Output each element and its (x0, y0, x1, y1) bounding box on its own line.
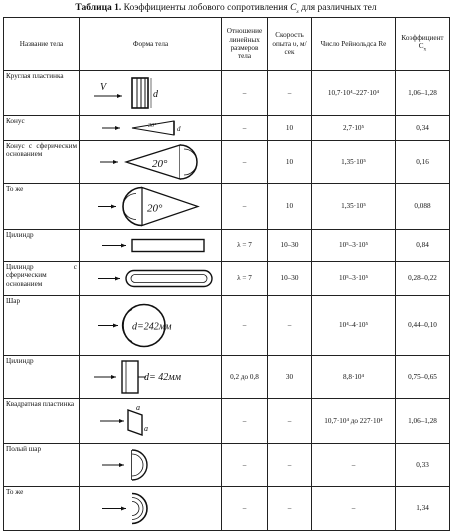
table-row (4, 444, 450, 487)
cell-cx: 0,34 (396, 116, 450, 141)
cell-speed: 10–30 (268, 262, 312, 296)
cell-name: Шар (4, 296, 80, 356)
caption-label: Таблица 1. (75, 3, 122, 13)
cell-speed: – (268, 71, 312, 116)
cell-re: 10,7·10⁴–227·10⁴ (312, 71, 396, 116)
cell-re: – (312, 487, 396, 531)
cell-re: 8,8·10⁴ (312, 356, 396, 399)
cell-speed: 10 (268, 141, 312, 184)
cell-name: То же (4, 184, 80, 230)
shape-figure (80, 296, 222, 355)
cell-cx: 0,16 (396, 141, 450, 184)
cell-ratio: λ = 7 (222, 262, 268, 296)
figure-label: d (177, 125, 181, 133)
figure-label: 20° (152, 158, 168, 170)
table-row (4, 141, 450, 184)
cell-name: Конус с сферическим основанием (4, 141, 80, 184)
cell-shape-sphere (80, 296, 222, 356)
shape-figure (80, 141, 222, 183)
table-row (4, 399, 450, 444)
header-name: Название тела (4, 18, 80, 71)
header-row (4, 18, 450, 71)
figure-label: a (144, 424, 148, 433)
caption-text: Коэффициенты лобового сопротивления (123, 3, 288, 13)
cell-shape-cone-sphere-base-reversed (80, 184, 222, 230)
cell-shape-cone-30 (80, 116, 222, 141)
cell-ratio: – (222, 296, 268, 356)
cell-ratio: λ = 7 (222, 230, 268, 262)
cell-re: 10⁵–3·10⁵ (312, 262, 396, 296)
header-coef-text: Коэффициент C (401, 33, 444, 51)
cell-cx: 1,06–1,28 (396, 71, 450, 116)
cell-name: Квадратная пластинка (4, 399, 80, 444)
cell-re: – (312, 444, 396, 487)
table-row (4, 262, 450, 296)
cell-speed: – (268, 487, 312, 531)
cell-ratio: – (222, 184, 268, 230)
cell-cx: 0,33 (396, 444, 450, 487)
cell-shape-hollow-hemisphere (80, 444, 222, 487)
cell-name: Цилиндр с сферическим основанием (4, 262, 80, 296)
caption-symbol: C (290, 3, 297, 13)
cell-name: Цилиндр (4, 356, 80, 399)
header-shape: Форма тела (80, 18, 222, 71)
cell-speed: 10 (268, 116, 312, 141)
table-row (4, 487, 450, 531)
cell-ratio: – (222, 399, 268, 444)
cell-shape-cylinder-short (80, 356, 222, 399)
shape-figure (80, 262, 222, 295)
cell-ratio: – (222, 71, 268, 116)
cell-re: 1,35·10⁵ (312, 184, 396, 230)
cell-re: 10⁵–3·10⁵ (312, 230, 396, 262)
figure-label: 30° (148, 123, 157, 129)
header-ratio: Отношение линейных размеров тела (222, 18, 268, 71)
figure-label: d=242мм (132, 321, 172, 333)
table-caption (0, 0, 452, 16)
table-row (4, 71, 450, 116)
shape-figure (80, 116, 222, 140)
cell-cx: 1,34 (396, 487, 450, 531)
caption-text-after: для различных тел (301, 3, 377, 13)
cell-ratio: – (222, 116, 268, 141)
header-coef (396, 18, 450, 71)
table-row (4, 356, 450, 399)
cell-name: Конус (4, 116, 80, 141)
header-re: Число Рейнольдса Re (312, 18, 396, 71)
header-coef-sub: x (423, 46, 427, 53)
cell-shape-cone-sphere-base (80, 141, 222, 184)
cell-ratio: – (222, 141, 268, 184)
cell-ratio: – (222, 487, 268, 531)
cell-name: Полый шар (4, 444, 80, 487)
figure-label: 20° (147, 202, 163, 215)
cell-speed: – (268, 399, 312, 444)
cell-cx: 0,088 (396, 184, 450, 230)
shape-figure (80, 487, 222, 530)
table-row (4, 184, 450, 230)
cell-ratio: – (222, 444, 268, 487)
cell-name: Круглая пластинка (4, 71, 80, 116)
cell-shape-cylinder-long (80, 230, 222, 262)
cell-speed: 10 (268, 184, 312, 230)
shape-figure (80, 184, 222, 229)
drag-coefficient-table (3, 17, 450, 531)
cell-re: 2,7·10⁵ (312, 116, 396, 141)
figure-label: d= 42мм (144, 372, 182, 383)
cell-cx: 0,28–0,22 (396, 262, 450, 296)
header-speed: Скорость опыта υ, м/сек (268, 18, 312, 71)
shape-figure (80, 356, 222, 398)
cell-cx: 0,84 (396, 230, 450, 262)
shape-figure (80, 399, 222, 443)
cell-cx: 0,75–0,65 (396, 356, 450, 399)
table-row (4, 230, 450, 262)
cell-speed: 10–30 (268, 230, 312, 262)
cell-cx: 1,06–1,28 (396, 399, 450, 444)
shape-figure (80, 71, 222, 115)
cell-re: 10⁴–4·10⁵ (312, 296, 396, 356)
cell-name: То же (4, 487, 80, 531)
cell-cx: 0,44–0,10 (396, 296, 450, 356)
figure-label: V (100, 82, 107, 93)
table-row (4, 116, 450, 141)
shape-figure (80, 444, 222, 486)
cell-shape-hollow-hemisphere-reversed (80, 487, 222, 531)
cell-re: 10,7·10⁴ до 227·10⁴ (312, 399, 396, 444)
figure-label: d (153, 89, 158, 100)
cell-shape-cylinder-rounded (80, 262, 222, 296)
cell-shape-square-plate (80, 399, 222, 444)
table-row (4, 296, 450, 356)
cell-speed: – (268, 444, 312, 487)
caption-symbol-sub: x (296, 8, 299, 15)
figure-label: a (136, 403, 140, 412)
cell-shape-round-plate (80, 71, 222, 116)
shape-figure (80, 230, 222, 261)
cell-re: 1,35·10⁵ (312, 141, 396, 184)
cell-ratio: 0,2 до 0,8 (222, 356, 268, 399)
cell-speed: 30 (268, 356, 312, 399)
cell-name: Цилиндр (4, 230, 80, 262)
cell-speed: – (268, 296, 312, 356)
